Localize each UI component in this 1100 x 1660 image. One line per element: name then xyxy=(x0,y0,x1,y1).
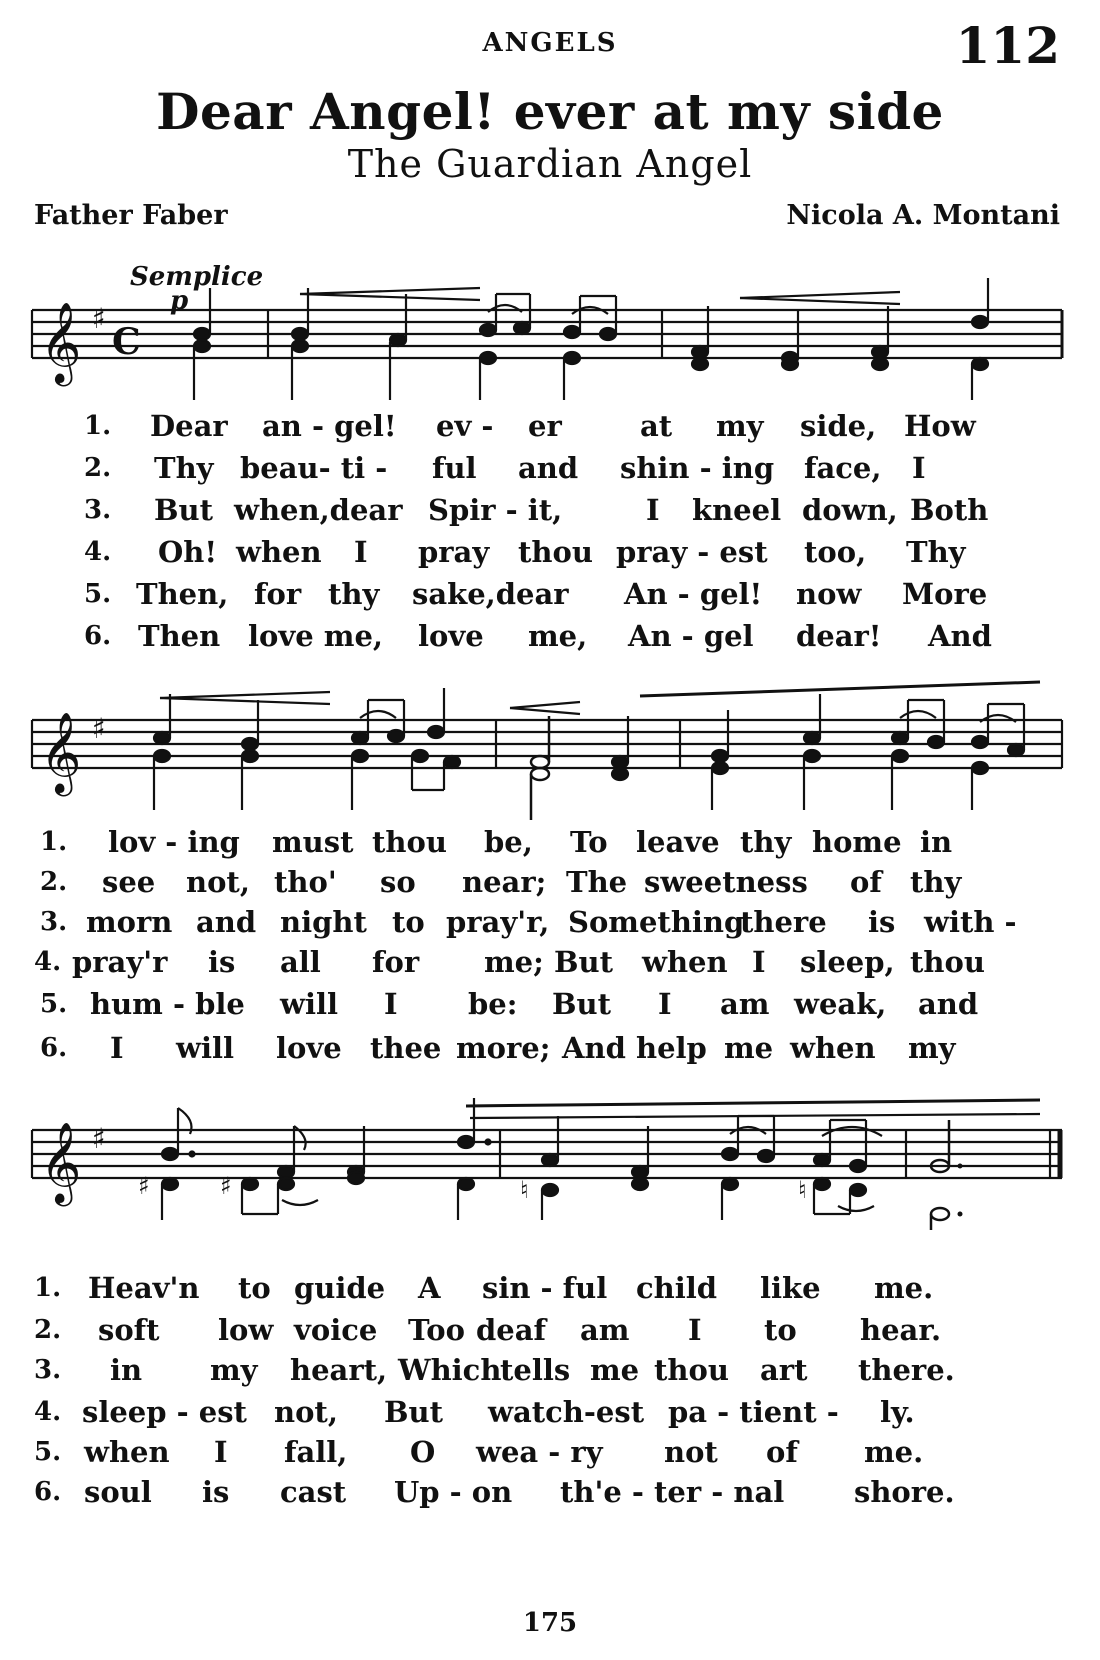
verse-line xyxy=(0,406,1100,446)
lyric-word: sake,dear xyxy=(412,577,569,611)
verse-line xyxy=(0,574,1100,614)
verse-number: 1. xyxy=(40,827,68,857)
lyric-word: Too xyxy=(408,1313,465,1347)
lyric-word: voice xyxy=(294,1313,378,1347)
lyric-word: But xyxy=(154,493,213,527)
lyric-word: me xyxy=(724,1031,774,1065)
lyric-word: morn xyxy=(86,905,173,939)
lyric-word: pray - est xyxy=(616,535,768,569)
verse-line xyxy=(0,902,1100,942)
lyric-word: when,dear xyxy=(234,493,403,527)
verse-line xyxy=(0,862,1100,902)
lyric-word: must xyxy=(272,825,354,859)
section-heading: ANGELS xyxy=(482,28,618,58)
verse-number: 3. xyxy=(84,495,112,525)
verse-line xyxy=(0,490,1100,530)
lyric-word: A xyxy=(418,1271,441,1305)
lyric-word: so xyxy=(380,865,416,899)
verse-line xyxy=(0,532,1100,572)
lyric-word: me. xyxy=(864,1435,924,1469)
lyric-word: shin - ing xyxy=(620,451,775,485)
svg-text:♯: ♯ xyxy=(92,302,106,335)
lyric-word: I xyxy=(752,945,766,979)
lyric-word: Oh! xyxy=(158,535,218,569)
svg-text:♮: ♮ xyxy=(798,1175,807,1204)
lyric-word: to xyxy=(238,1271,271,1305)
lyric-word: love me, xyxy=(248,619,383,653)
lyric-word: Dear xyxy=(150,409,228,443)
lyric-word: too, xyxy=(804,535,867,569)
lyric-word: sin - ful xyxy=(482,1271,608,1305)
lyric-word: of xyxy=(766,1435,798,1469)
verse-line xyxy=(0,448,1100,488)
verse-number: 2. xyxy=(84,453,112,483)
lyric-word: down, xyxy=(802,493,898,527)
verse-number: 3. xyxy=(40,907,68,937)
dynamic-marking: p xyxy=(170,286,189,316)
svg-text:♯: ♯ xyxy=(138,1171,150,1200)
lyric-word: watch-est xyxy=(488,1395,645,1429)
lyric-word: Spir - it, xyxy=(428,493,563,527)
lyric-word: pa - tient - xyxy=(668,1395,839,1429)
lyric-word: wea - ry xyxy=(476,1435,603,1469)
lyric-word: I xyxy=(658,987,672,1021)
lyric-word: I xyxy=(688,1313,702,1347)
lyric-word: soul xyxy=(84,1475,152,1509)
lyric-word: Up - on xyxy=(394,1475,513,1509)
verse-number: 1. xyxy=(34,1273,62,1303)
lyric-word: is xyxy=(208,945,236,979)
lyric-word: be, xyxy=(484,825,533,859)
svg-text:𝄞: 𝄞 xyxy=(40,301,82,383)
lyric-word: Thy xyxy=(154,451,214,485)
lyric-word: love xyxy=(418,619,484,653)
lyric-word: to xyxy=(764,1313,797,1347)
lyric-word: An - gel xyxy=(628,619,754,653)
music-staff-1 xyxy=(0,270,1100,410)
lyric-word: heart, xyxy=(290,1353,388,1387)
lyric-word: thou xyxy=(372,825,447,859)
lyric-word: kneel xyxy=(692,493,782,527)
lyric-word: art xyxy=(760,1353,808,1387)
lyric-word: hear. xyxy=(860,1313,942,1347)
lyric-word: cast xyxy=(280,1475,347,1509)
hymn-number: 112 xyxy=(955,16,1060,75)
lyric-word: dear! xyxy=(796,619,882,653)
lyric-word: there. xyxy=(858,1353,955,1387)
lyric-word: hum - ble xyxy=(90,987,245,1021)
lyric-word: sweetness xyxy=(644,865,808,899)
lyric-word: at xyxy=(640,409,673,443)
lyric-word: with - xyxy=(924,905,1017,939)
lyric-word: me, xyxy=(528,619,588,653)
lyric-word: pray'r, xyxy=(446,905,550,939)
lyric-word: when xyxy=(790,1031,876,1065)
lyric-word: not xyxy=(664,1435,718,1469)
lyric-word: But xyxy=(554,945,613,979)
lyric-word: tho' xyxy=(274,865,337,899)
verse-number: 5. xyxy=(84,579,112,609)
verse-number: 2. xyxy=(40,867,68,897)
hymn-subtitle: The Guardian Angel xyxy=(347,142,753,186)
lyric-word: and xyxy=(918,987,979,1021)
lyric-word: thou xyxy=(518,535,593,569)
lyric-word: leave xyxy=(636,825,720,859)
verse-number: 4. xyxy=(34,947,62,977)
tempo-marking: Semplice xyxy=(130,262,264,292)
lyric-word: and xyxy=(518,451,579,485)
lyric-word: like xyxy=(760,1271,821,1305)
lyric-word: now xyxy=(796,577,862,611)
lyric-word: Heav'n xyxy=(88,1271,200,1305)
music-staff-3 xyxy=(0,1090,1100,1240)
lyric-word: But xyxy=(384,1395,443,1429)
lyric-word: pray'r xyxy=(72,945,168,979)
lyric-word: in xyxy=(110,1353,143,1387)
lyric-word: I xyxy=(912,451,926,485)
verse-number: 6. xyxy=(40,1033,68,1063)
lyric-word: love xyxy=(276,1031,342,1065)
lyric-word: all xyxy=(280,945,321,979)
lyric-word: sleep - est xyxy=(82,1395,247,1429)
verse-line xyxy=(0,1268,1100,1308)
lyric-word: an - gel! xyxy=(262,409,397,443)
lyric-word: low xyxy=(218,1313,274,1347)
lyric-word: when xyxy=(642,945,728,979)
lyric-word: night xyxy=(280,905,367,939)
svg-text:C: C xyxy=(112,321,141,363)
verse-line xyxy=(0,822,1100,862)
verse-number: 2. xyxy=(34,1315,62,1345)
lyric-word: th'e - ter - nal xyxy=(560,1475,785,1509)
lyric-word: when xyxy=(236,535,322,569)
lyric-word: home xyxy=(812,825,902,859)
lyric-word: will xyxy=(176,1031,235,1065)
lyric-word: The xyxy=(566,865,628,899)
lyric-word: But xyxy=(552,987,611,1021)
verse-number: 5. xyxy=(34,1437,62,1467)
lyric-word: side, xyxy=(800,409,877,443)
svg-text:♮: ♮ xyxy=(520,1175,529,1204)
verse-line xyxy=(0,1472,1100,1512)
lyric-word: I xyxy=(110,1031,124,1065)
lyric-word: for xyxy=(372,945,420,979)
lyric-word: Then xyxy=(138,619,221,653)
lyric-word: in xyxy=(920,825,953,859)
lyric-word: me; xyxy=(484,945,544,979)
lyric-word: Thy xyxy=(906,535,966,569)
lyric-word: will xyxy=(280,987,339,1021)
lyric-word: thee xyxy=(370,1031,442,1065)
lyric-word: shore. xyxy=(854,1475,955,1509)
lyric-word: fall, xyxy=(284,1435,348,1469)
lyric-word: I xyxy=(384,987,398,1021)
verse-line xyxy=(0,616,1100,656)
lyric-word: To xyxy=(570,825,608,859)
verse-line xyxy=(0,1310,1100,1350)
lyric-word: Both xyxy=(910,493,989,527)
lyric-word: my xyxy=(908,1031,956,1065)
verse-number: 6. xyxy=(84,621,112,651)
page-number: 175 xyxy=(522,1608,578,1638)
lyric-word: ful xyxy=(432,451,477,485)
lyric-word: am xyxy=(580,1313,630,1347)
lyric-word: not, xyxy=(274,1395,338,1429)
lyric-word: beau- ti - xyxy=(240,451,388,485)
svg-text:𝄞: 𝄞 xyxy=(40,711,82,793)
lyric-word: Something xyxy=(568,905,745,939)
verse-line xyxy=(0,984,1100,1024)
lyric-word: am xyxy=(720,987,770,1021)
lyric-word: lov - ing xyxy=(108,825,240,859)
lyric-word: face, xyxy=(804,451,882,485)
lyric-word: see xyxy=(102,865,156,899)
verse-line xyxy=(0,942,1100,982)
lyric-word: thou xyxy=(654,1353,729,1387)
lyric-word: Then, xyxy=(136,577,229,611)
lyric-word: er xyxy=(528,409,562,443)
lyric-word: ly. xyxy=(880,1395,915,1429)
lyric-word: Which xyxy=(398,1353,502,1387)
lyric-word: be: xyxy=(468,987,518,1021)
lyric-word: help xyxy=(636,1031,707,1065)
lyric-word: And xyxy=(562,1031,626,1065)
lyricist-credit: Father Faber xyxy=(34,200,228,231)
verse-number: 1. xyxy=(84,411,112,441)
lyric-word: pray xyxy=(418,535,490,569)
verse-number: 5. xyxy=(40,989,68,1019)
lyric-word: is xyxy=(868,905,896,939)
lyric-word: soft xyxy=(98,1313,160,1347)
lyric-word: more; xyxy=(456,1031,551,1065)
lyric-word: O xyxy=(410,1435,436,1469)
composer-credit: Nicola A. Montani xyxy=(786,200,1060,231)
lyric-word: near; xyxy=(462,865,547,899)
hymn-title: Dear Angel! ever at my side xyxy=(156,82,944,141)
lyric-word: More xyxy=(902,577,988,611)
lyric-word: my xyxy=(210,1353,258,1387)
lyric-word: of xyxy=(850,865,882,899)
verse-line xyxy=(0,1432,1100,1472)
lyric-word: my xyxy=(716,409,764,443)
lyric-word: guide xyxy=(294,1271,386,1305)
verse-number: 4. xyxy=(84,537,112,567)
lyric-word: thy xyxy=(328,577,380,611)
lyric-word: child xyxy=(636,1271,718,1305)
verse-line xyxy=(0,1028,1100,1068)
verse-number: 3. xyxy=(34,1355,62,1385)
lyric-word: to xyxy=(392,905,425,939)
verse-number: 4. xyxy=(34,1397,62,1427)
lyric-word: How xyxy=(904,409,976,443)
lyric-word: deaf xyxy=(476,1313,546,1347)
lyric-word: An - gel! xyxy=(624,577,763,611)
lyric-word: for xyxy=(254,577,302,611)
lyric-word: I xyxy=(214,1435,228,1469)
svg-text:♯: ♯ xyxy=(92,1122,106,1155)
music-staff-2 xyxy=(0,680,1100,830)
lyric-word: weak, xyxy=(794,987,887,1021)
lyric-word: sleep, xyxy=(800,945,895,979)
verse-line xyxy=(0,1392,1100,1432)
lyric-word: there xyxy=(740,905,827,939)
verse-line xyxy=(0,1350,1100,1390)
lyric-word: me. xyxy=(874,1271,934,1305)
lyric-word: ev - xyxy=(436,409,494,443)
lyric-word: me xyxy=(590,1353,640,1387)
verse-number: 6. xyxy=(34,1477,62,1507)
svg-text:♯: ♯ xyxy=(220,1171,232,1200)
lyric-word: tells xyxy=(500,1353,571,1387)
lyric-word: I xyxy=(646,493,660,527)
lyric-word: is xyxy=(202,1475,230,1509)
lyric-word: I xyxy=(354,535,368,569)
lyric-word: not, xyxy=(186,865,250,899)
lyric-word: and xyxy=(196,905,257,939)
svg-text:𝄞: 𝄞 xyxy=(40,1121,82,1203)
svg-text:♯: ♯ xyxy=(92,712,106,745)
lyric-word: when xyxy=(84,1435,170,1469)
lyric-word: And xyxy=(928,619,992,653)
lyric-word: thy xyxy=(910,865,962,899)
lyric-word: thou xyxy=(910,945,985,979)
lyric-word: thy xyxy=(740,825,792,859)
